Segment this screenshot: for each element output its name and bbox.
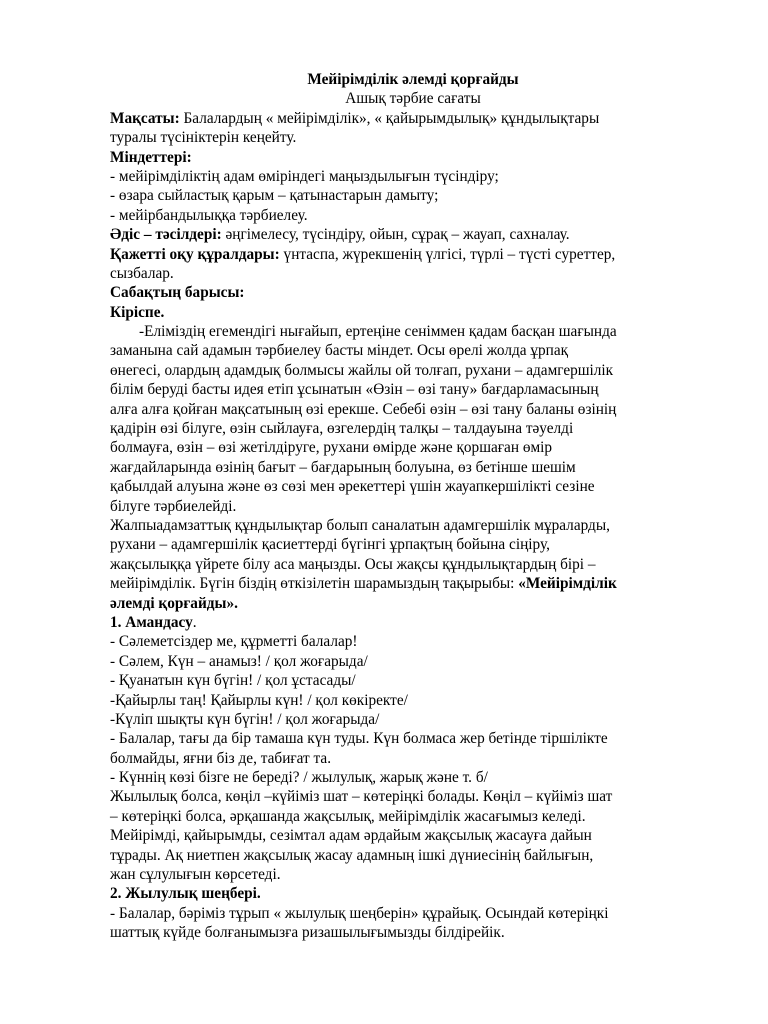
methods-label: Әдіс – тәсілдері: <box>110 226 222 244</box>
tools-line-2: сызбалар. <box>110 264 174 282</box>
section1-line: Жылылық болса, көңіл –күйіміз шат – көтеріңкі болады. Көңіл – күйіміз шат <box>110 788 613 806</box>
section1-line: жан сұлулығын көрсетеді. <box>110 866 281 884</box>
intro-line: білім беруді басты идея етіп ұсынатын «Өзін – өзі тану» бағдарламасының <box>110 381 599 399</box>
document-title: Мейірімділік әлемді қорғайды <box>307 71 519 88</box>
section1-heading-line <box>110 613 716 632</box>
section2-line: - Балалар, бәріміз тұрып « жылулық шеңберін» құрайық. Осындай көтеріңкі <box>110 904 609 922</box>
intro-line: заманына сай адамын тәрбиелеу басты міндет. Осы өрелі жолда ұрпақ <box>110 342 569 360</box>
section1-line: - Балалар, тағы да бір тамаша күн туды. Күн болмаса жер бетінде тіршілікте <box>110 730 608 748</box>
para2-line-4-plain: мейірімділік. Бүгін біздің өткізілетін шарамыздың тақырыбы: <box>110 575 519 593</box>
section2-heading: 2. Жылулық шеңбері. <box>110 885 261 903</box>
intro-line: білуге тәрбиелейді. <box>110 497 237 515</box>
greeting-line: - Сәлем, Күн – анамыз! / қол жоғарыда/ <box>110 652 368 670</box>
section1-heading: 1. Амандасу <box>110 613 193 631</box>
intro-line: алға алға қойған мақсатының өзі ерекше. Себебі өзін – өзі тану баланы өзінің <box>110 400 617 418</box>
document-page <box>110 70 716 943</box>
goal-line-1 <box>110 109 716 128</box>
tools-line-1 <box>110 245 716 264</box>
tools-label: Қажетті оқу құралдары: <box>110 245 280 263</box>
topic-title-end: әлемді қорғайды». <box>110 594 238 612</box>
task-item: - мейірбандылыққа тәрбиелеу. <box>110 206 308 224</box>
greeting-line: - Сәлеметсіздер ме, құрметті балалар! <box>110 633 358 651</box>
greeting-line: -Қайырлы таң! Қайырлы күн! / қол көкіректе/ <box>110 691 408 709</box>
task-item: - мейірімділіктің адам өміріндегі маңыздылығын түсіндіру; <box>110 167 499 185</box>
lesson-heading: Сабақтың барысы: <box>110 284 245 302</box>
section1-line: болмайды, яғни біз де, табиғат та. <box>110 749 332 767</box>
intro-line: өнегесі, олардың адамдық болмысы жайлы ой толғап, рухани – адамгершілік <box>110 361 614 379</box>
section2-line: шаттық күйде болғанымызға ризашылығымызды білдірейік. <box>110 924 505 942</box>
intro-line: -Еліміздің егемендігі нығайып, ертеңіне сеніммен қадам басқан шағында <box>139 323 617 341</box>
intro-line: болмауға, өзін – өзі жетілдіруге, рухани өмірде және қоршаған өмір <box>110 439 553 457</box>
document-subtitle: Ашық тәрбие сағаты <box>345 90 481 108</box>
para2-line: Жалпыадамзаттық құндылықтар болып саналатын адамгершілік мұраларды, <box>110 516 610 534</box>
para2-line: рухани – адамгершілік қасиеттерді бүгінгі ұрпақтың бойына сіңіру, <box>110 536 550 554</box>
section1-line: тұрады. Ақ ниетпен жақсылық жасау адамның ішкі дүниесінің байлығын, <box>110 846 594 864</box>
topic-title-start: «Мейірімділік <box>518 575 617 593</box>
goal-label: Мақсаты: <box>110 109 180 127</box>
section1-line: - Күннің көзі бізге не береді? / жылулық, жарық және т. б/ <box>110 769 488 787</box>
greeting-line: - Қуанатын күн бүгін! / қол ұстасады/ <box>110 672 356 690</box>
greeting-line: -Күліп шықты күн бүгін! / қол жоғарыда/ <box>110 710 380 728</box>
para2-line: жақсылыққа үйрете білу аса маңызды. Осы жақсы құндылықтардың бірі – <box>110 555 596 573</box>
para2-line-4 <box>110 574 716 593</box>
intro-line: қабылдай алуына және өз сөзі мен әрекеттері үшін жауапкершілікті сезіне <box>110 478 595 496</box>
task-item: - өзара сыйластық қарым – қатынастарын дамыту; <box>110 187 439 205</box>
section1-dot: . <box>192 613 197 631</box>
intro-line: жағдайларында өзінің бағыт – бағдарының болуына, өз бетінше шешім <box>110 458 576 476</box>
section1-line: – көтеріңкі болса, әрқашанда жақсылық, мейірімділік жасағымыз келеді. <box>110 807 586 825</box>
section1-line: Мейірімді, қайырымды, сезімтал адам әрдайым жақсылық жасауға дайын <box>110 827 592 845</box>
intro-line: қадірін өзі білуге, өзін сыйлауға, өзгелердің талқы – талдауына тәуелді <box>110 420 574 438</box>
methods-line <box>110 225 716 244</box>
goal-text: Балалардың « мейірімділік», « қайырымдылық» құндылықтары <box>179 109 600 127</box>
methods-text: әңгімелесу, түсіндіру, ойын, сұрақ – жауап, сахналау. <box>221 226 570 244</box>
tasks-heading: Міндеттері: <box>110 148 192 166</box>
tools-text: үнтаспа, жүрекшенің үлгісі, түрлі – түсті суреттер, <box>279 245 616 263</box>
intro-heading: Кіріспе. <box>110 303 165 321</box>
goal-line-2: туралы түсініктерін кеңейту. <box>110 129 297 147</box>
